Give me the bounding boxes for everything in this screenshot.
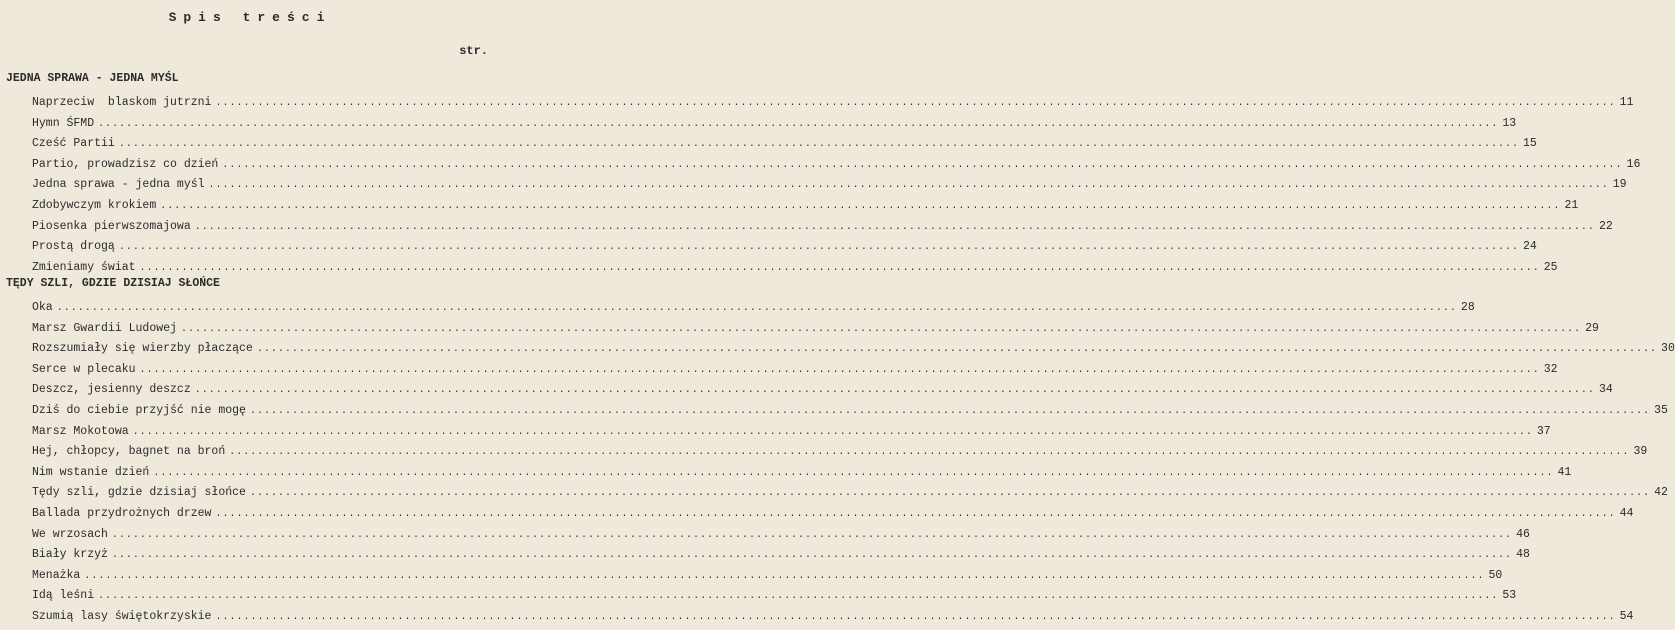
entry-page-number: 53 — [1502, 589, 1517, 603]
entry-page-number: 54 — [1619, 610, 1634, 623]
toc-entry — [32, 445, 1648, 465]
entry-page-number: 50 — [1488, 568, 1503, 582]
entry-title: Naprzeciw blaskom jutrzni — [32, 96, 212, 109]
dot-leader: ........................................................................................................................................................................................................ — [215, 98, 1616, 109]
entry-title: Deszcz, jesienny deszcz — [32, 383, 191, 397]
toc-entry — [32, 342, 1675, 362]
entry-page-number: 46 — [1516, 527, 1530, 541]
dot-leader: ........................................................................................................................................................................................................ — [160, 201, 1561, 212]
entry-page-number: 15 — [1523, 137, 1537, 151]
toc-entry — [32, 610, 1634, 630]
toc-entry — [32, 96, 1634, 116]
toc-entry — [32, 321, 1599, 342]
dot-leader: ........................................................................................................................................................................................................ — [249, 488, 1651, 500]
toc-entry — [32, 240, 1537, 260]
toc-entry — [32, 199, 1579, 219]
entry-page-number: 32 — [1543, 362, 1558, 376]
entry-page-number: 16 — [1626, 157, 1641, 171]
toc-entry — [32, 178, 1627, 198]
dot-leader: ........................................................................................................................................................................................................ — [139, 262, 1540, 274]
section-heading: TĘDY SZLI, GDZIE DZISIAJ SŁOŃCE — [6, 277, 220, 290]
toc-entry — [32, 404, 1668, 424]
dot-leader: ........................................................................................................................................................................................................ — [132, 426, 1533, 438]
dot-leader: ........................................................................................................................................................................................................ — [229, 447, 1630, 459]
toc-entry — [32, 527, 1530, 548]
toc-entry — [32, 219, 1613, 240]
entry-page-number: 42 — [1654, 486, 1668, 500]
entry-page-number: 11 — [1619, 96, 1634, 109]
toc-entry — [32, 507, 1634, 527]
dot-leader: ........................................................................................................................................................................................................ — [249, 406, 1651, 417]
dot-leader: ........................................................................................................................................................................................................ — [215, 509, 1616, 520]
toc-entry — [32, 465, 1572, 486]
entry-page-number: 37 — [1536, 424, 1551, 438]
entry-title: Serce w plecaku — [32, 362, 136, 376]
dot-leader: ........................................................................................................................................................................................................ — [139, 364, 1540, 376]
entry-title: Tędy szli, gdzie dzisiaj słońce — [32, 486, 246, 500]
entry-page-number: 28 — [1460, 301, 1475, 314]
entry-title: Nim wstanie dzień — [32, 465, 150, 479]
entry-page-number: 21 — [1564, 199, 1579, 212]
toc-entry — [32, 137, 1537, 157]
dot-leader: ........................................................................................................................................................................................................ — [118, 139, 1520, 151]
section-heading: JEDNA SPRAWA - JEDNA MYŚL — [6, 72, 179, 85]
toc-entry — [32, 116, 1517, 137]
entry-page-number: 25 — [1543, 260, 1558, 274]
entry-page-number: 35 — [1654, 404, 1668, 417]
entry-title: Dziś do ciebie przyjść nie mogę — [32, 404, 246, 417]
entry-page-number: 13 — [1502, 116, 1517, 130]
dot-leader: ........................................................................................................................................................................................................ — [98, 591, 1499, 603]
dot-leader: ........................................................................................................................................................................................................ — [194, 385, 1595, 397]
entry-page-number: 29 — [1585, 321, 1599, 335]
entry-title: We wrzosach — [32, 527, 108, 541]
entry-title: Rozszumiały się wierzby płaczące — [32, 342, 253, 356]
entry-page-number: 34 — [1598, 383, 1613, 397]
page-title: Spis treści — [168, 10, 332, 25]
entry-title: Hej, chłopcy, bagnet na broń — [32, 445, 226, 459]
toc-entry — [32, 548, 1530, 568]
dot-leader: ........................................................................................................................................................................................................ — [153, 467, 1554, 479]
entry-page-number: 30 — [1661, 342, 1675, 356]
entry-page-number: 41 — [1557, 465, 1572, 479]
dot-leader: ........................................................................................................................................................................................................ — [180, 323, 1582, 335]
entry-title: Ballada przydrożnych drzew — [32, 507, 212, 520]
toc-entry — [32, 157, 1641, 178]
page-column-label: str. — [459, 44, 488, 58]
dot-leader: ........................................................................................................................................................................................................ — [98, 118, 1499, 130]
toc-entry — [32, 424, 1551, 445]
entry-title: Jedna sprawa - jedna myśl — [32, 178, 205, 192]
entry-page-number: 19 — [1612, 178, 1627, 192]
entry-title: Szumią lasy świętokrzyskie — [32, 610, 212, 623]
entry-title: Piosenka pierwszomajowa — [32, 219, 191, 233]
toc-entry — [32, 362, 1558, 383]
entry-title: Oka — [32, 301, 53, 314]
toc-entry — [32, 383, 1613, 403]
dot-leader: ........................................................................................................................................................................................................ — [111, 550, 1513, 562]
entry-title: Biały krzyż — [32, 548, 108, 562]
dot-leader: ........................................................................................................................................................................................................ — [222, 159, 1623, 171]
entry-title: Zmieniamy świat — [32, 260, 136, 274]
entry-title: Marsz Gwardii Ludowej — [32, 321, 177, 335]
dot-leader: ........................................................................................................................................................................................................ — [118, 242, 1520, 254]
entry-title: Partio, prowadzisz co dzień — [32, 157, 219, 171]
entry-title: Zdobywczym krokiem — [32, 199, 157, 212]
toc-entry — [32, 301, 1475, 321]
entry-title: Menażka — [32, 568, 81, 582]
entry-title: Marsz Mokotowa — [32, 424, 129, 438]
entry-title: Idą leśni — [32, 589, 95, 603]
dot-leader: ........................................................................................................................................................................................................ — [84, 570, 1485, 582]
entry-page-number: 44 — [1619, 507, 1634, 520]
entry-title: Hymn ŚFMD — [32, 116, 95, 130]
entry-page-number: 22 — [1598, 219, 1613, 233]
entry-page-number: 24 — [1523, 240, 1537, 254]
entry-title: Prostą drogą — [32, 240, 115, 254]
toc-entry — [32, 568, 1503, 589]
dot-leader: ........................................................................................................................................................................................................ — [208, 180, 1609, 192]
dot-leader: ........................................................................................................................................................................................................ — [56, 303, 1457, 314]
entry-page-number: 48 — [1516, 548, 1530, 562]
toc-entry — [32, 589, 1517, 609]
entry-page-number: 39 — [1633, 445, 1648, 459]
entry-title: Cześć Partii — [32, 137, 115, 151]
dot-leader: ........................................................................................................................................................................................................ — [111, 529, 1513, 541]
dot-leader: ........................................................................................................................................................................................................ — [256, 344, 1658, 356]
dot-leader: ........................................................................................................................................................................................................ — [194, 221, 1595, 233]
toc-entry — [32, 486, 1668, 506]
dot-leader: ........................................................................................................................................................................................................ — [215, 612, 1616, 623]
